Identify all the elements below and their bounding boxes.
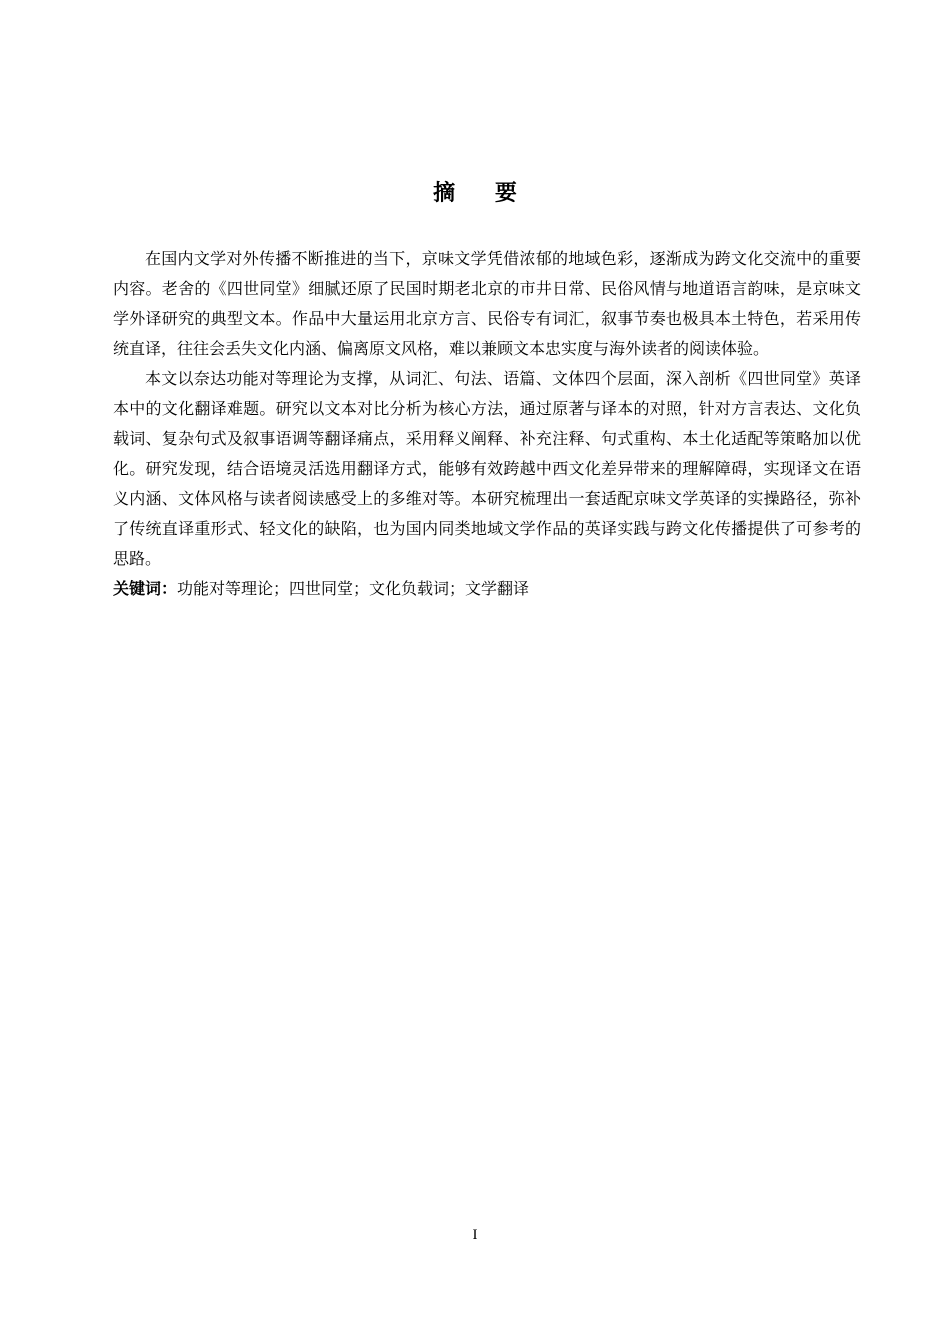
abstract-body (113, 244, 861, 604)
page-number: I (472, 1227, 478, 1243)
keywords-text: 功能对等理论；四世同堂；文化负载词；文学翻译 (177, 579, 530, 598)
keywords-line (113, 574, 861, 604)
abstract-paragraph-1: 在国内文学对外传播不断推进的当下，京味文学凭借浓郁的地域色彩，逐渐成为跨文化交流中的重要内容。老舍的《四世同堂》细腻还原了民国时期老北京的市井日常、民俗风情与地道语言韵味，是京味文学外译研究的典型文本。作品中大量运用北京方言、民俗专有词汇，叙事节奏也极具本土特色，若采用传统直译，往往会丢失文化内涵、偏离原文风格，难以兼顾文本忠实度与海外读者的阅读体验。 (113, 249, 861, 358)
abstract-paragraph-2: 本文以奈达功能对等理论为支撑，从词汇、句法、语篇、文体四个层面，深入剖析《四世同堂》英译本中的文化翻译难题。研究以文本对比分析为核心方法，通过原著与译本的对照，针对方言表达、文化负载词、复杂句式及叙事语调等翻译痛点，采用释义阐释、补充注释、句式重构、本土化适配等策略加以优化。研究发现，结合语境灵活选用翻译方式，能够有效跨越中西文化差异带来的理解障碍，实现译文在语义内涵、文体风格与读者阅读感受上的多维对等。本研究梳理出一套适配京味文学英译的实操路径，弥补了传统直译重形式、轻文化的缺陷，也为国内同类地域文学作品的英译实践与跨文化传播提供了可参考的思路。 (113, 369, 861, 568)
keywords-label: 关键词： (113, 579, 178, 598)
page-title: 摘 要 (433, 181, 533, 206)
